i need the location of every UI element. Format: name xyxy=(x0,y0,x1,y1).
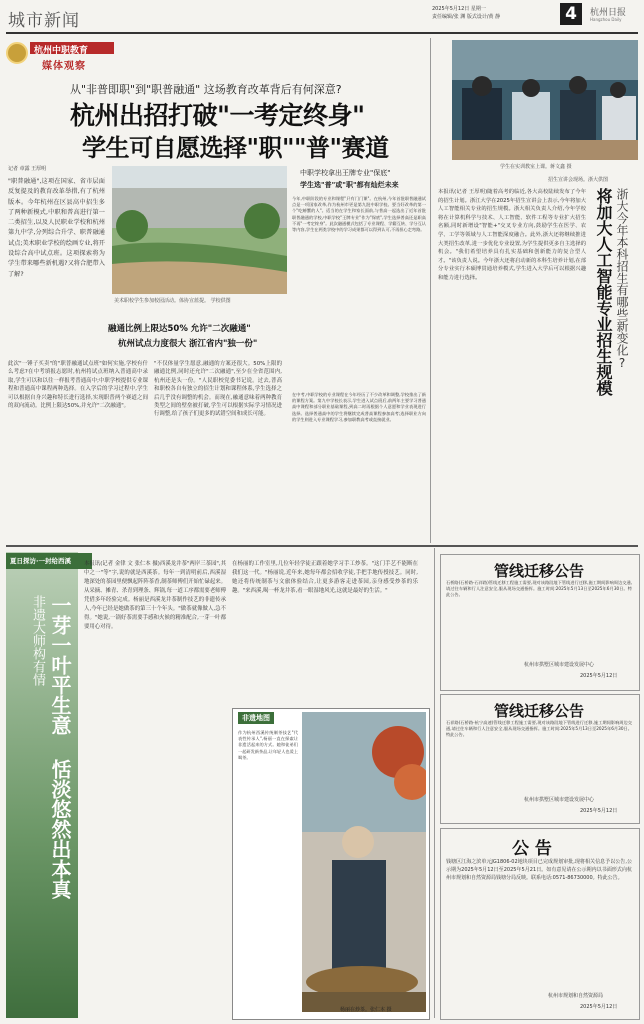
brand-name: 杭州日报 xyxy=(590,8,627,18)
notice-1-date: 2025年5月12日 xyxy=(580,673,618,679)
main-body-d: 在中考,中职学校的专业课程在今年经历了不少改革和调整,学校推出了新的课程方案。第九中学校长表示,学生进入试点班后,前两年主要学习普通高中课程和部分职业基础课程,到高二时再根据个人意愿和学业表现进行选择。选择普通高中的学生将继续完成普高课程参加高考;选择职业方向的学生则进入专业课程学习,参加职教高考或直接就业。 xyxy=(292,392,426,422)
section-title: 城市新闻 xyxy=(8,11,80,31)
feature-banner-text: 夏日探访·一封给西溪 xyxy=(10,557,71,565)
ai-photo-caption: 招生宣讲会现场。浙大供图 xyxy=(548,177,609,183)
campus-photo xyxy=(112,166,287,294)
main-body-b: 此次"一锤子买卖"的"职普融通试点班"如何实施,学校有什么考虑?在中考填报志愿时,杭州将试点班纳入普通高中录取,学生可以和以往一样报考普通高中;中职学校提供专业课程和普通高中课程两种选择。在入学后的学习过程中,学生可以根据自身兴趣和特长进行选择,实现职普两个赛道之间的双向流动。比例上限达50%,并允许"二次融通"。 xyxy=(8,361,148,410)
feature-body-2: 在杨丽的工作室里,几位年轻学徒正跟着她学习手工炒茶。"这门手艺不能断在我们这一代。"杨丽说,近年来,她每年都会招收学徒,手把手地传授技艺。同时,她还将传统制茶与文旅体验结合,让更多游客走进茶园,亲身感受炒茶的乐趣。"来西溪,喝一杯龙井茶,看一眼湿地风光,这就是最好的生活。" xyxy=(232,561,418,594)
notice-1-body: 石桥路(石桥路-石祥路)管线迁移工程施工需要,现对该路段地下管线进行迁移,施工期间影响周边交通,请过往车辆和行人注意安全,服从现场交通指挥。施工时间:2025年5月13日至2025年6月30日。特此公告。 xyxy=(446,580,632,598)
classroom-photo-caption: 学生在实训教室上课。蒋文鑫 摄 xyxy=(500,164,572,170)
feature-body: 本报讯(记者 金律 文 张仁本 摄)西溪龙井茶"两岸三茶园",其中之一"等"字,说的就是西溪茶。每年一到清明前后,西溪湿地深处的茶园里便飘起阵阵茶香,制茶师傅们开始忙碌起来。从采摘、摊青、杀青到理条、辉锅,每一道工序都需要老师傅凭借多年经验完成。杨丽是西溪龙井茶制作技艺的非遗传承人,今年已经是她做茶的第三十个年头。"做茶就像做人,急不得。"她说,一锅好茶需要手感和火候的精准配合,一芽一叶都要用心对待。 xyxy=(84,561,226,630)
ai-headline-2: 将加大人工智能专业招生规模 xyxy=(594,188,613,396)
notice-1-signer: 杭州市拱墅区城市建设发展中心 xyxy=(524,662,595,668)
ai-body: 本报讯(记者 王厚明)随着高考的临近,各大高校陆续发布了今年的招生计划。浙江大学在2025年招生宣讲会上表示,今年将加大人工智能相关专业的招生规模。浙大相关负责人介绍,今年学校将在计算机科学与技术、人工智能、软件工程等专业扩大招生名额,同时新增设"智能+"交叉专业方向,鼓励学生在医学、农学、工学等领域与人工智能深度融合。此外,浙大还将继续推进大类招生改革,进一步优化专业设置,为学生提供更多自主选择的机会。"我们希望培养具有扎实基础和创新能力的复合型人才。"该负责人说。今年浙大还将启动新的本科生培养计划,在部分专业实行本硕博贯通培养模式,学生进入大学后可以根据兴趣和能力进行选择。 xyxy=(438,189,586,281)
main-headline-2: 学生可自愿选择"职""普"赛道 xyxy=(82,133,389,162)
notice-1-title: 管线迁移公告 xyxy=(494,562,585,580)
sub-kicker-2: 学生选"普"或"职"都有灿烂未来 xyxy=(300,181,399,189)
main-byline: 记者 章露 王厚明 xyxy=(8,166,47,172)
notice-2-title: 管线迁移公告 xyxy=(494,702,585,720)
banner-text-1: 杭州中职教育 xyxy=(34,46,89,56)
ai-headline: 浙大今年本科招生有哪些新变化? xyxy=(615,188,629,370)
brand-sub: Hangzhou Daily xyxy=(590,17,622,22)
notice-2-signer: 杭州市拱墅区城市建设发展中心 xyxy=(524,797,595,803)
classroom-photo xyxy=(452,40,638,160)
banner-text-2: 媒体观察 xyxy=(42,61,86,72)
feature-vertical-sub: 非遗大师构有情 xyxy=(30,595,45,686)
notice-3-signer: 杭州市规划和自然资源局 xyxy=(548,993,604,999)
feature-photo-box-title: 非遗地图 xyxy=(238,712,274,724)
main-body-a: 今年,中职阶段的专业和课程"只有门门课"。在杭州,今年首批职普融通试点是一项国家改革,作为杭州市更是第九批中职学校。要当好改革的第一个"吃螃蟹的人"。适当的在学生和家长面前,与普高一起选出了近年首批职普融通的学校,中职学校"王牌专业"作为"保底",学生选择普高还是职高不再"一考定终身"。此次融通模式包括了专业课程、学籍互转、学分互认等内容,学生在两类学校中的学习成果都可以得到认可,不再担心走弯路。 xyxy=(292,196,426,233)
notice-3-date: 2025年5月12日 xyxy=(580,1004,618,1010)
page-number: 4 xyxy=(560,3,582,25)
section-head-1: 融通比例上限达50% 允许"二次融通" xyxy=(108,324,251,334)
main-body-c: "不仅体量学生愿意,融通的方案还很大。50%上限的融通比例,同时还允许"二次融通",至少在全省范围内,杭州还是头一份。"人民职校党委书记说。过去,普高和职校各自有独立的招生计划和课程体系,学生选择之后几乎没有调整的机会。而现在,融通意味着两种教育类型之间的壁垒被打破,学生可以根据实际学习情况进行调整,给了孩子们更多的试错空间和成长可能。 xyxy=(154,361,282,418)
notice-2-date: 2025年5月12日 xyxy=(580,808,618,814)
notice-3-body: 钱塘区江海之滨单元JG1806-02地块项目已完成规划审批,现将相关信息予以公告,公示期为2025年5月12日至2025年5月21日。如有意见请在公示期内以书面形式向杭州市规划和自然资源局钱塘分局反映。联系电话:0571-86730000。特此公告。 xyxy=(446,859,632,881)
edu-column-banner xyxy=(6,40,126,74)
tea-master-photo xyxy=(302,712,426,1012)
page-header xyxy=(0,0,644,38)
notice-3-title: 公 告 xyxy=(512,839,552,859)
staff-line: 责任编辑/张 渊 版式设计/黄 静 xyxy=(432,14,501,20)
main-lead: "职普融通",这项在国家、省市层面反复提及的教育改革举措,有了杭州版本。今年杭州在区县高中招生多了两种新模式,中职和普高进行第一二类招生,以及人民职业学校和杭州第九中学,分列综合升学、职普融通试点;美术职业学校的绘画专业,将开设综合高中试点班。这项探索将为学生带来哪些新机遇?又将合肥带入了解? xyxy=(8,178,105,278)
feature-vertical-headline: 一芽一叶平生意 恬淡悠然出本真 xyxy=(48,595,72,899)
tea-photo-caption: 杨丽在炒茶。张仁本 摄 xyxy=(340,1007,392,1013)
badge-icon xyxy=(6,42,28,64)
section-head-2: 杭州试点力度很大 浙江省内"独一份" xyxy=(118,339,258,349)
notice-2-body: 石祥路(石桥路-杭宁高速)管线迁移工程施工需要,现对该路段地下管线进行迁移,施工期间影响周边交通,请过往车辆和行人注意安全,服从现场交通指挥。施工时间:2025年5月13日至2025年6月30日。特此公告。 xyxy=(446,720,632,738)
feature-photo-box-text: 作为杭州西溪传统制茶技艺"代表性传承人",杨丽一直在探索让非遗活起来的方式。她和徒弟们一起研发新茶品,让年轻人也爱上喝茶。 xyxy=(238,730,298,760)
date-line: 2025年5月12日 星期一 xyxy=(432,6,486,12)
main-headline-1: 杭州出招打破"一考定终身" xyxy=(70,101,365,130)
sub-kicker-1: 中职学校拿出王牌专业"保底" xyxy=(300,169,391,177)
campus-photo-caption: 美术职校学生参加校园活动。体协宣蓝提。 学校供图 xyxy=(114,298,231,304)
main-kicker: 从"非普即职"到"职普融通" 这场教育改革背后有何深意? xyxy=(70,83,342,96)
